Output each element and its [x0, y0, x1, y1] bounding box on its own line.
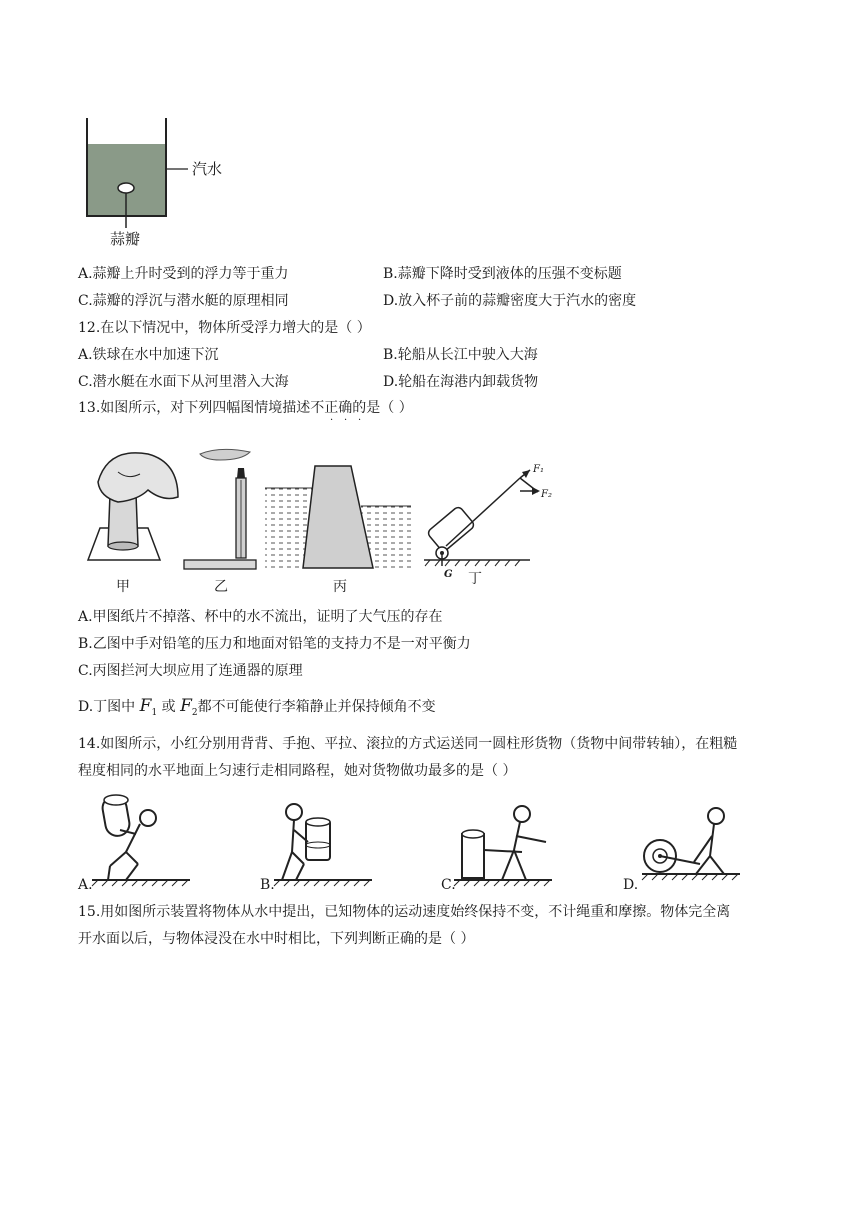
- q11-option-d: D.放入杯子前的蒜瓣密度大于汽水的密度: [383, 293, 637, 309]
- q13-stem: 13.如图所示，对下列四幅图情境描述不正确的是（ ）: [78, 400, 413, 416]
- q13-figure-jia: [78, 442, 188, 572]
- q14-stem-line1: 14.如图所示，小红分别用背背、手抱、平拉、滚拉的方式运送同一圆柱形货物（货物中间带转轴），在粗糙: [78, 736, 738, 752]
- q14-option-d: D.: [623, 877, 639, 893]
- soda-label: 汽水: [192, 160, 223, 178]
- emphasis-dot: ·: [330, 415, 334, 426]
- force-label-g: G: [444, 569, 453, 580]
- q13-figure-yi: [180, 442, 260, 572]
- fig-label-yi: 乙: [214, 579, 228, 595]
- q11-option-a: A.蒜瓣上升时受到的浮力等于重力: [78, 266, 289, 282]
- q13-option-a: A.甲图纸片不掉落、杯中的水不流出，证明了大气压的存在: [78, 609, 443, 625]
- q14-option-a: A.: [78, 877, 93, 893]
- q15-stem-line2: 开水面以后，与物体浸没在水中时相比，下列判断正确的是（ ）: [78, 931, 475, 947]
- fig-label-bing: 丙: [333, 579, 347, 595]
- q13-d-prefix: D.丁图中: [78, 699, 136, 715]
- sub-1: 1: [151, 707, 158, 718]
- emphasis-dot: ·: [344, 415, 348, 426]
- q11-option-c: C.蒜瓣的浮沉与潜水艇的原理相同: [78, 293, 289, 309]
- force-label-f1: F₁: [533, 464, 544, 475]
- sub-2: 2: [191, 707, 198, 718]
- q12-option-c: C.潜水艇在水面下从河里潜入大海: [78, 374, 289, 390]
- q13-figure-ding: [420, 458, 570, 583]
- q14-figure-d: [640, 796, 750, 890]
- fig-label-jia: 甲: [116, 579, 130, 595]
- var-f1: F: [139, 696, 152, 716]
- q14-stem-line2: 程度相同的水平地面上匀速行走相同路程，她对货物做功最多的是（ ）: [78, 763, 517, 779]
- q13-option-c: C.丙图拦河大坝应用了连通器的原理: [78, 663, 303, 679]
- q14-figure-c: [452, 796, 562, 890]
- q13-d-or: 或: [161, 699, 176, 715]
- q14-option-c: C.: [441, 877, 456, 893]
- q13-d-suffix: 都不可能使行李箱静止并保持倾角不变: [197, 699, 436, 715]
- q13-option-b: B.乙图中手对铅笔的压力和地面对铅笔的支持力不是一对平衡力: [78, 636, 471, 652]
- q12-stem: 12.在以下情况中，物体所受浮力增大的是（ ）: [78, 320, 371, 336]
- q13-option-d: [78, 697, 436, 722]
- q12-option-d: D.轮船在海港内卸载货物: [383, 374, 539, 390]
- q12-option-a: A.铁球在水中加速下沉: [78, 347, 219, 363]
- force-label-f2: F₂: [541, 489, 552, 500]
- q12-option-b: B.轮船从长江中驶入大海: [383, 347, 538, 363]
- emphasis-dot: ·: [358, 415, 362, 426]
- q11-beaker-figure: [78, 114, 258, 254]
- garlic-label: 蒜瓣: [110, 230, 141, 248]
- fig-label-ding: 丁: [468, 571, 482, 587]
- q11-option-b: B.蒜瓣下降时受到液体的压强不变标题: [383, 266, 622, 282]
- q15-stem-line1: 15.用如图所示装置将物体从水中提出，已知物体的运动速度始终保持不变，不计绳重和摩擦。物体完全离: [78, 904, 731, 920]
- q14-option-b: B.: [260, 877, 275, 893]
- q14-figure-b: [272, 790, 382, 890]
- q13-figure-bing: [263, 462, 413, 572]
- var-f2: F: [180, 696, 192, 716]
- q14-figure-a: [90, 790, 200, 890]
